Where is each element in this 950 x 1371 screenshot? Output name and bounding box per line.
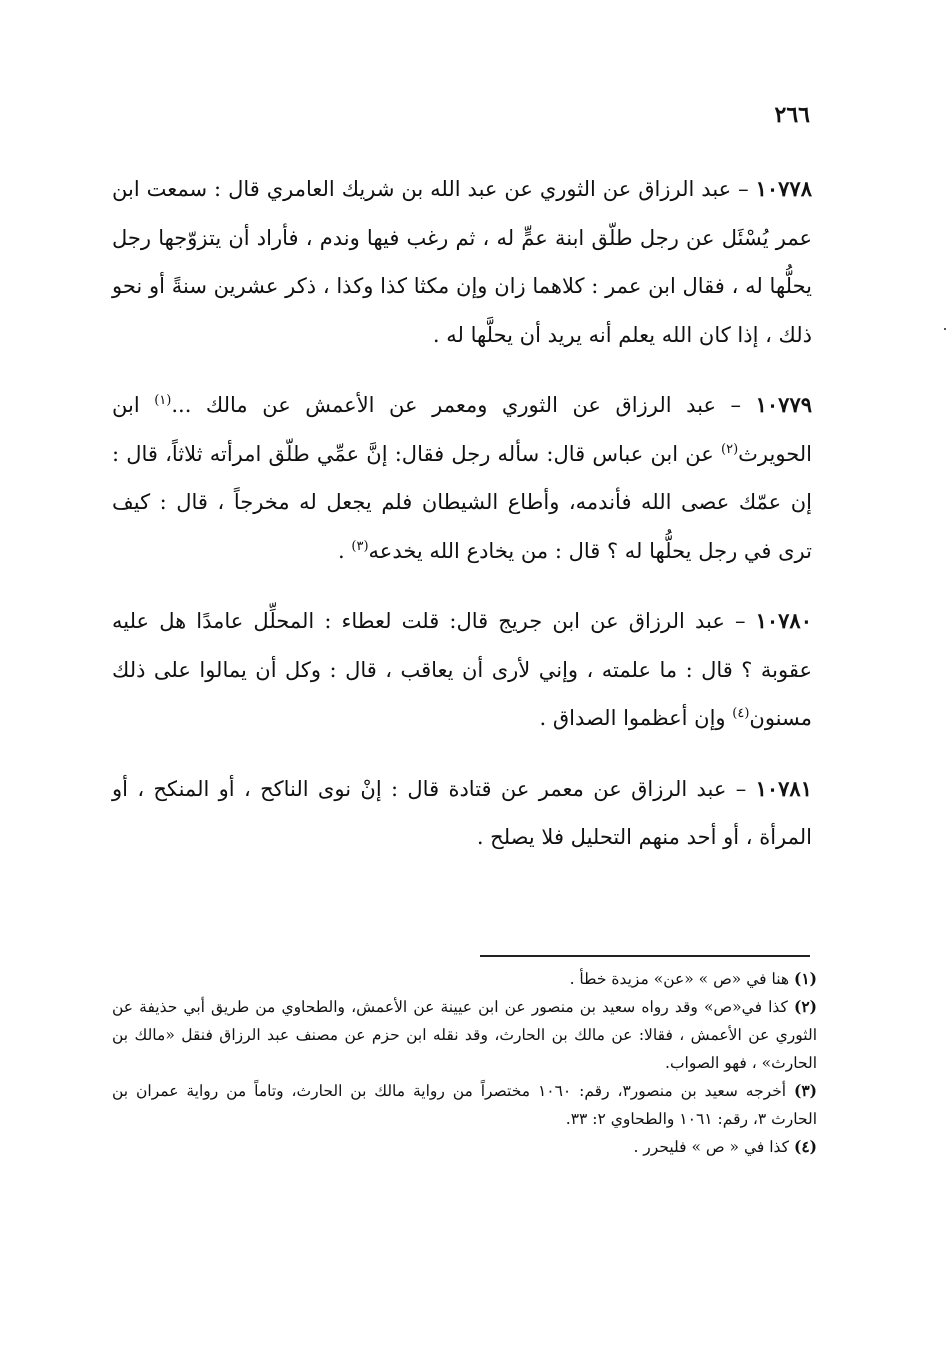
footnote-number: (٢) bbox=[793, 997, 817, 1016]
hadith-entry-10779 bbox=[112, 381, 812, 575]
entry-text: عن ابن عباس قال: سأله رجل فقال: إنَّ عمِّي طلّق امرأته ثلاثاً، قال : إن عمّك عصى الله فأندمه، وأطاع الشيطان فلم يجعل له مخرجاً ، قال : كيف ترى في رجل يحلُّها له ؟ قال : من يخادع الله يخدعه bbox=[112, 441, 812, 563]
page-number: ٢٦٦ bbox=[774, 102, 810, 128]
entry-text: ابن الحويرث bbox=[112, 393, 812, 466]
footnote-number: (٣) bbox=[793, 1081, 817, 1100]
footnote-divider bbox=[480, 955, 810, 957]
footnote-ref[interactable]: (٣) bbox=[351, 538, 369, 554]
footnote-3 bbox=[112, 1077, 817, 1133]
footnote-2 bbox=[112, 993, 817, 1077]
hadith-entry-10780 bbox=[112, 597, 812, 743]
footnote-text: أخرجه سعيد بن منصور٣، رقم: ١٠٦٠ مختصراً من رواية مالك بن الحارث، وتاماً من رواية عمران بن الحارث ٣، رقم: ١٠٦١ والطحاوي ٢: ٣٣. bbox=[112, 1082, 817, 1128]
entry-text: – عبد الرزاق عن الثوري ومعمر عن الأعمش عن مالك ... bbox=[171, 393, 756, 417]
entry-number: ١٠٧٨٠ bbox=[755, 608, 812, 633]
footnote-text: كذا في«ص» وقد رواه سعيد بن منصور عن ابن عيينة عن الأعمش، والطحاوي من طريق أبي حذيفة عن الثوري عن الأعمش ، فقالا: عن مالك بن الحارث، وقد نقله ابن حزم عن مصنف عبد الرزاق فنقل «مالك بن الحارث» ، فهو الصواب. bbox=[112, 998, 817, 1072]
entry-text: . bbox=[338, 538, 352, 563]
entry-text: وإن أعظموا الصداق . bbox=[539, 706, 733, 730]
footnote-number: (٤) bbox=[793, 1137, 817, 1156]
entry-text: – عبد الرزاق عن ابن جريج قال: قلت لعطاء : المحلِّل عامدًا هل عليه عقوبة ؟ قال : ما علمته ، وإني لأرى أن يعاقب ، قال : وكل أن يمالوا على ذلك مسنون bbox=[112, 609, 813, 730]
entry-text: – عبد الرزاق عن معمر عن قتادة قال : إنْ نوى الناكح ، أو المنكح ، أو المرأة ، أو أحد منهم التحليل فلا يصلح . bbox=[112, 776, 812, 849]
footnote-1 bbox=[112, 965, 817, 993]
footnote-ref[interactable]: (١) bbox=[154, 393, 172, 408]
main-text bbox=[112, 165, 812, 884]
footnote-ref[interactable]: (٤) bbox=[732, 706, 750, 721]
footnotes bbox=[112, 965, 817, 1161]
footnote-number: (١) bbox=[793, 969, 817, 988]
entry-text: – عبد الرزاق عن الثوري عن عبد الله بن شريك العامري قال : سمعت ابن عمر يُسْئَل عن رجل طلّق ابنة عمٍّ له ، ثم رغب فيها وندم ، فأراد أن يتزوّجها رجل يحلُّها له ، فقال ابن عمر : كلاهما زان وإن مكثا كذا وكذا ، ذكر عشرين سنةً أو نحو ذلك ، إذا كان الله يعلم أنه يريد أن يحلَّها له . bbox=[112, 177, 812, 347]
entry-number: ١٠٧٧٨ bbox=[755, 176, 812, 201]
entry-number: ١٠٧٨١ bbox=[755, 775, 812, 801]
hadith-entry-10778 bbox=[112, 165, 812, 359]
scan-speck bbox=[944, 328, 946, 330]
entry-number: ١٠٧٧٩ bbox=[755, 392, 813, 417]
footnote-4 bbox=[112, 1133, 817, 1161]
hadith-entry-10781 bbox=[112, 765, 812, 862]
footnote-text: هنا في «ص » «عن» مزيدة خطأ . bbox=[569, 970, 794, 988]
footnote-text: كذا في « ص » فليحرر . bbox=[633, 1138, 794, 1156]
footnote-ref[interactable]: (٢) bbox=[721, 441, 739, 457]
